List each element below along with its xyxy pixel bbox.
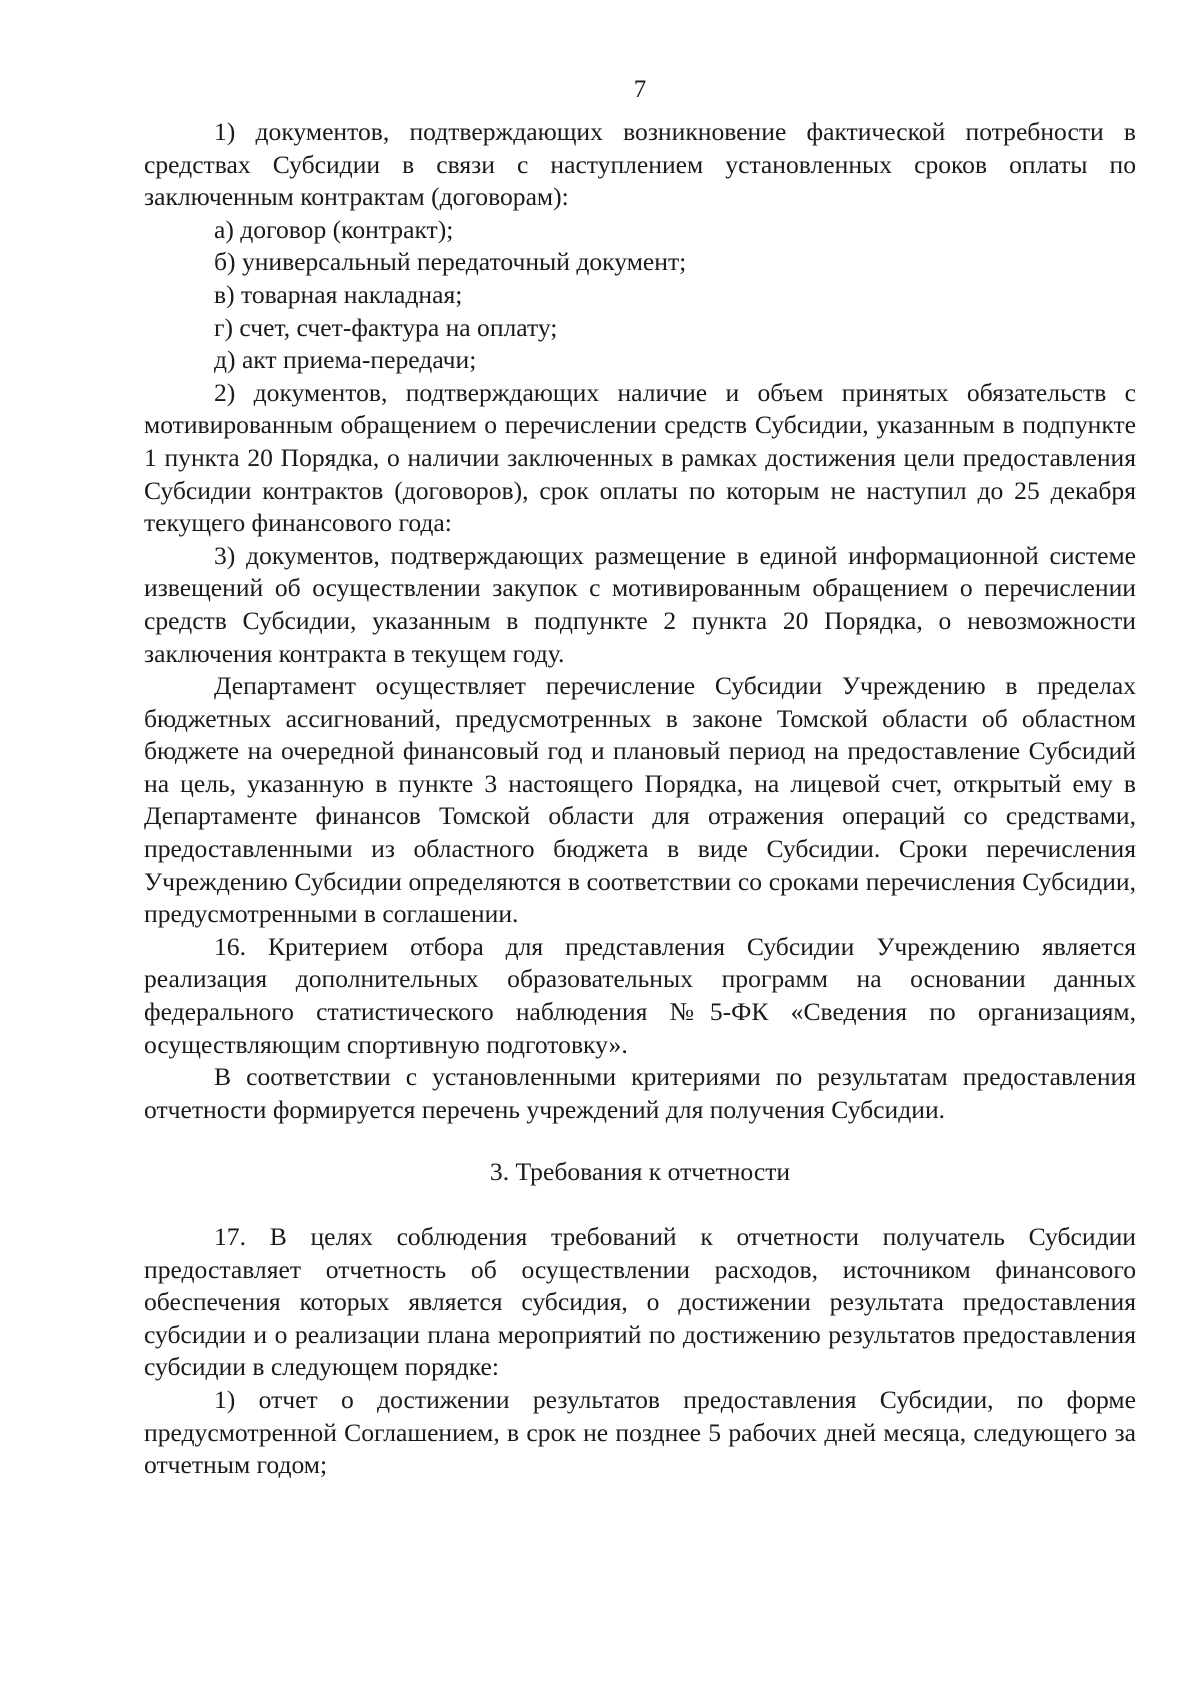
list-item-contract: а) договор (контракт); [214, 214, 454, 244]
page-number: 7 [633, 76, 647, 103]
paragraph-documents-procurement: 3) документов, подтверждающих размещение в единой информационной системе извещений об осуществлении закупок с мотивированным обращением о перечислении средств Субсидии, указанным в подпункте 2 пункта 20 Порядка, о невозможности заключения контракта в текущем году. [144, 540, 1136, 668]
paragraph-documents-need: 1) документов, подтверждающих возникновение фактической потребности в средствах Субсидии в связи с наступлением установленных сроков оплаты по заключенным контрактам (договорам): [144, 117, 1136, 212]
list-item-acceptance-act: д) акт приема-передачи; [214, 345, 477, 375]
section-heading: 3. Требования к отчетности [489, 1157, 791, 1187]
paragraph-results-report: 1) отчет о достижении результатов предоставления Субсидии, по форме предусмотренной Соглашением, в срок не позднее 5 рабочих дней месяца, следующего за отчетным годом; [144, 1384, 1136, 1480]
paragraph-documents-obligations: 2) документов, подтверждающих наличие и объем принятых обязательств с мотивированным обращением о перечислении средств Субсидии, указанным в подпункте 1 пункта 20 Порядка, о наличии заключенных в рамках достижения цели предоставления Субсидии контрактов (договоров), срок оплаты по которым не наступил до 25 декабря текущего финансового года: [144, 377, 1136, 538]
list-item-transfer-document: б) универсальный передаточный документ; [214, 247, 687, 277]
paragraph-institution-list: В соответствии с установленными критериями по результатам предоставления отчетности формируется перечень учреждений для получения Субсидии. [144, 1062, 1136, 1124]
list-item-invoice: г) счет, счет-фактура на оплату; [214, 312, 558, 342]
paragraph-department-transfer: Департамент осуществляет перечисление Субсидии Учреждению в пределах бюджетных ассигнований, предусмотренных в законе Томской области об областном бюджете на очередной финансовый год и плановый период на предоставление Субсидий на цель, указанную в пункте 3 настоящего Порядка, на лицевой счет, открытый ему в Департаменте финансов Томской области для отражения операций со средствами, предоставленными из областного бюджета в виде Субсидии. Сроки перечисления Учреждению Субсидии определяются в соответствии со сроками перечисления Субсидии, предусмотренными в соглашении. [144, 671, 1136, 929]
paragraph-reporting-requirements: 17. В целях соблюдения требований к отчетности получатель Субсидии предоставляет отчетность об осуществлении расходов, источником финансового обеспечения которых является субсидия, о достижении результата предоставления субсидии и о реализации плана мероприятий по достижению результатов предоставления субсидии в следующем порядке: [144, 1222, 1136, 1382]
list-item-waybill: в) товарная накладная; [214, 279, 463, 309]
paragraph-selection-criterion: 16. Критерием отбора для представления Субсидии Учреждению является реализация дополнительных образовательных программ на основании данных федерального статистического наблюдения №5-ФК «Сведения по организациям, осуществляющим спортивную подготовку». [144, 931, 1136, 1059]
document-page [144, 70, 1136, 1482]
